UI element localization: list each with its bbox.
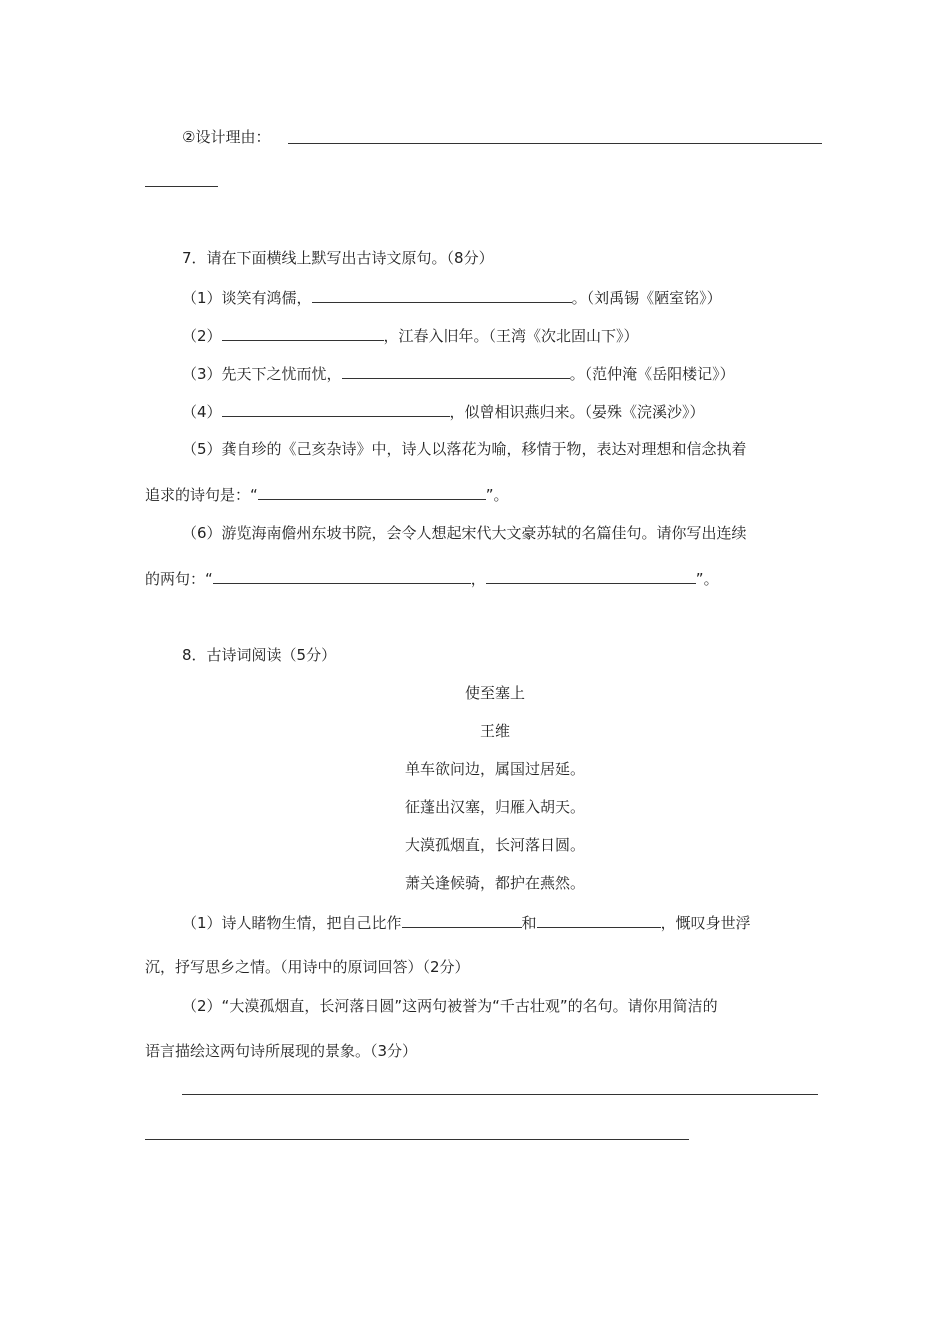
poem-line-4: 萧关逢候骑，都护在燕然。 — [404, 874, 585, 892]
item-text-mid: 和 — [521, 914, 537, 932]
item-text-before: 先天下之忧而忧， — [221, 365, 342, 383]
answer-blank-5[interactable] — [258, 484, 486, 500]
item-text-after: ，江春入旧年。（王湾《次北固山下》） — [383, 327, 639, 345]
question-8-sub-1-line-2: 沉，抒写思乡之情。（用诗中的原词回答）（2分） — [145, 958, 470, 976]
question-8-sub-2-line-2: 语言描绘这两句诗所展现的景象。（3分） — [145, 1042, 418, 1060]
item-text-before: （1）诗人睹物生情，把自己比作 — [182, 914, 402, 932]
item-text-before: 谈笑有鸿儒， — [221, 289, 312, 307]
question-7-item-1 — [182, 287, 722, 308]
design-reason-text: ②设计理由： — [182, 128, 271, 146]
question-7-item-6-line-2 — [145, 568, 719, 589]
answer-line-1[interactable] — [182, 1094, 818, 1095]
answer-blank-8b[interactable] — [537, 912, 661, 928]
question-7-item-4 — [182, 401, 705, 422]
item-number: （2） — [182, 327, 222, 345]
answer-blank-3[interactable] — [342, 363, 570, 379]
question-7-item-3 — [182, 363, 735, 384]
item-number: （1） — [182, 289, 222, 307]
item-text-after: ”。 — [695, 570, 719, 588]
design-reason-answer-line-2[interactable] — [145, 186, 218, 187]
poem-line-3: 大漠孤烟直，长河落日圆。 — [404, 836, 585, 854]
question-8-sub-1-line-1 — [182, 912, 751, 933]
answer-blank-4[interactable] — [222, 401, 450, 417]
answer-blank-2[interactable] — [222, 325, 384, 341]
item-number: （3） — [182, 365, 222, 383]
question-7-item-6-line-1: （6）游览海南儋州东坡书院，会令人想起宋代大文豪苏轼的名篇佳句。请你写出连续 — [182, 524, 747, 542]
answer-blank-8a[interactable] — [402, 912, 522, 928]
design-reason-answer-line[interactable] — [288, 143, 822, 144]
design-reason-label — [182, 127, 270, 147]
item-text-after: ”。 — [485, 486, 509, 504]
item-text-after: ，慨叹身世浮 — [660, 914, 751, 932]
question-8-sub-2-line-1: （2）“大漠孤烟直，长河落日圆”这两句被誉为“千古壮观”的名句。请你用简洁的 — [182, 997, 718, 1015]
poem-author: 王维 — [479, 722, 510, 740]
item-text-before: 的两句：“ — [145, 570, 213, 588]
item-text-before: 追求的诗句是：“ — [145, 486, 258, 504]
poem-line-2: 征蓬出汉塞，归雁入胡天。 — [404, 798, 585, 816]
question-7-item-5-line-1: （5）龚自珍的《己亥杂诗》中，诗人以落花为喻，移情于物，表达对理想和信念执着 — [182, 440, 747, 458]
item-text-after: 。（刘禹锡《陋室铭》） — [571, 289, 722, 307]
question-7-item-2 — [182, 325, 639, 346]
item-number: （4） — [182, 403, 222, 421]
item-text-after: ，似曾相识燕归来。（晏殊《浣溪沙》） — [449, 403, 705, 421]
question-8-heading: 8．古诗词阅读（5分） — [182, 646, 337, 664]
question-7-heading: 7．请在下面横线上默写出古诗文原句。（8分） — [182, 249, 494, 267]
answer-blank-6b[interactable] — [486, 568, 696, 584]
answer-line-2[interactable] — [145, 1139, 689, 1140]
poem-line-1: 单车欲问边，属国过居延。 — [404, 760, 585, 778]
item-text-mid: ， — [470, 570, 486, 588]
answer-blank-1[interactable] — [312, 287, 572, 303]
item-text-after: 。（范仲淹《岳阳楼记》） — [569, 365, 735, 383]
poem-title: 使至塞上 — [464, 684, 525, 702]
answer-blank-6a[interactable] — [213, 568, 471, 584]
question-7-item-5-line-2 — [145, 484, 509, 505]
